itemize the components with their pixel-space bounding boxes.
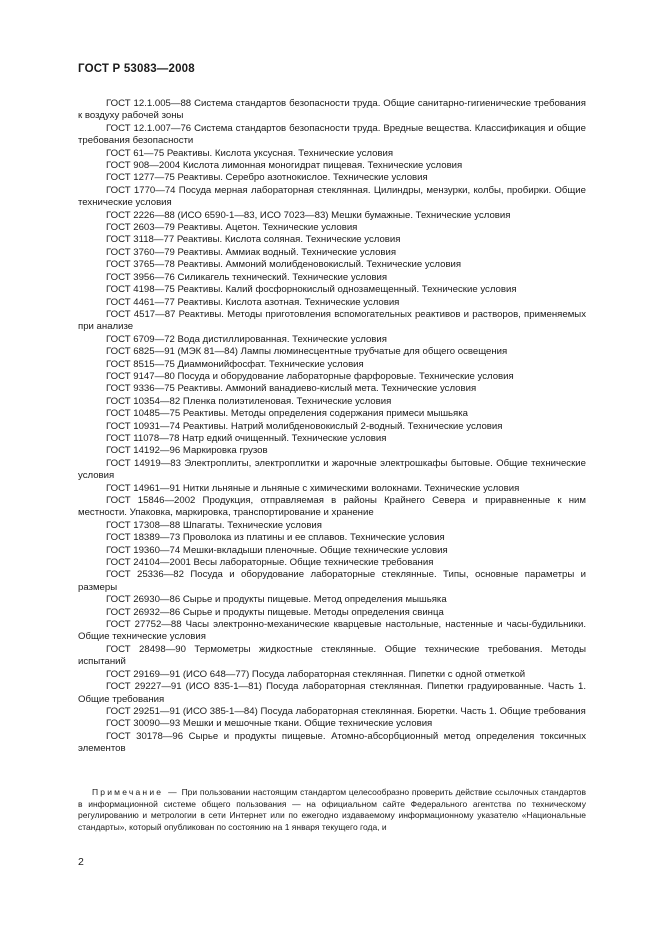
reference-item: ГОСТ 9336—75 Реактивы. Аммоний ванадиево-кислый мета. Технические условия [106, 383, 477, 395]
reference-item: ГОСТ 10354—82 Пленка полиэтиленовая. Технические условия [106, 395, 392, 407]
reference-item: ГОСТ 29169—91 (ИСО 648—77) Посуда лабораторная стеклянная. Пипетки с одной отметкой [106, 668, 526, 680]
reference-item: ГОСТ 3118—77 Реактивы. Кислота соляная. Технические условия [106, 234, 401, 246]
reference-item: ГОСТ 29251—91 (ИСО 385-1—84) Посуда лабораторная стеклянная. Бюретки. Часть 1. Общие требования [106, 705, 586, 717]
reference-item: ГОСТ 30178—96 Сырье и продукты пищевые. Атомно-абсорбционный метод определения токсичных элементов [78, 730, 586, 755]
reference-item: ГОСТ 1277—75 Реактивы. Серебро азотнокислое. Технические условия [106, 172, 428, 184]
reference-item: ГОСТ 26932—86 Сырье и продукты пищевые. Методы определения свинца [106, 606, 444, 618]
reference-item: ГОСТ 29227—91 (ИСО 835-1—81) Посуда лабораторная стеклянная. Пипетки градуированные. Часть 1. Общие требования [78, 681, 586, 705]
note-text: При пользовании настоящим стандартом целесообразно проверить действие ссылочных стандартов в информационной системе общего пользования — на официальном сайте Федерального агентства по техническому регулированию и метрологии в сети Интернет или по ежегодно издаваемому информационному указателю «Национальные стандарты», который опубликован по состоянию на 1 января текущего года, и [78, 787, 586, 832]
reference-item: ГОСТ 3765—78 Реактивы. Аммоний молибденовокислый. Технические условия [106, 259, 462, 271]
reference-item: ГОСТ 3956—76 Силикагель технический. Технические условия [106, 271, 388, 283]
reference-item: ГОСТ 14961—91 Нитки льняные и льняные с химическими волокнами. Технические условия [106, 482, 520, 494]
reference-item: ГОСТ 17308—88 Шпагаты. Технические условия [106, 519, 322, 531]
reference-item: ГОСТ 10931—74 Реактивы. Натрий молибденовокислый 2-водный. Технические условия [106, 420, 503, 432]
reference-item: ГОСТ 61—75 Реактивы. Кислота уксусная. Технические условия [106, 147, 394, 159]
reference-item: ГОСТ 908—2004 Кислота лимонная моногидрат пищевая. Технические условия [106, 160, 463, 172]
reference-item: ГОСТ 1770—74 Посуда мерная лабораторная стеклянная. Цилиндры, мензурки, колбы, пробирки. Общие технические условия [78, 184, 586, 209]
reference-item: ГОСТ 12.1.007—76 Система стандартов безопасности труда. Вредные вещества. Классификация и общие требования безопасности [78, 122, 586, 147]
note-label: Примечание — [92, 787, 179, 797]
reference-item: ГОСТ 27752—88 Часы электронно-механические кварцевые настольные, настенные и часы-будильники. Общие технические условия [78, 619, 586, 643]
reference-item: ГОСТ 6709—72 Вода дистиллированная. Технические условия [106, 333, 387, 345]
reference-item: ГОСТ 9147—80 Посуда и оборудование лабораторные фарфоровые. Технические условия [106, 370, 514, 382]
document-header: ГОСТ Р 53083—2008 [78, 63, 195, 75]
reference-item: ГОСТ 2226—88 (ИСО 6590-1—83, ИСО 7023—83) Мешки бумажные. Технические условия [106, 209, 511, 221]
reference-item: ГОСТ 4517—87 Реактивы. Методы приготовления вспомогательных реактивов и растворов, применяемых при анализе [78, 308, 586, 333]
reference-item: ГОСТ 2603—79 Реактивы. Ацетон. Технические условия [106, 222, 358, 234]
normative-references-list [78, 98, 586, 756]
reference-item: ГОСТ 24104—2001 Весы лабораторные. Общие технические требования [106, 557, 434, 569]
reference-item: ГОСТ 6825—91 (МЭК 81—84) Лампы люминесцентные трубчатые для общего освещения [106, 346, 508, 358]
reference-item: ГОСТ 28498—90 Термометры жидкостные стеклянные. Общие технические требования. Методы испытаний [78, 643, 586, 668]
reference-item: ГОСТ 12.1.005—88 Система стандартов безопасности труда. Общие санитарно-гигиенические требования к воздуху рабочей зоны [78, 98, 586, 122]
note-paragraph [78, 787, 586, 833]
reference-item: ГОСТ 30090—93 Мешки и мешочные ткани. Общие технические условия [106, 718, 433, 730]
reference-item: ГОСТ 11078—78 Натр едкий очищенный. Технические условия [106, 432, 387, 444]
reference-item: ГОСТ 4198—75 Реактивы. Калий фосфорнокислый однозамещенный. Технические условия [106, 284, 517, 296]
reference-item: ГОСТ 14919—83 Электроплиты, электроплитки и жарочные электрошкафы бытовые. Общие технические условия [78, 457, 586, 482]
reference-item: ГОСТ 18389—73 Проволока из платины и ее сплавов. Технические условия [106, 532, 445, 544]
reference-item: ГОСТ 10485—75 Реактивы. Методы определения содержания примеси мышьяка [106, 408, 468, 420]
reference-item: ГОСТ 15846—2002 Продукция, отправляемая в районы Крайнего Севера и приравненные к ним местности. Упаковка, маркировка, транспортирование и хранение [78, 495, 586, 519]
reference-item: ГОСТ 26930—86 Сырье и продукты пищевые. Метод определения мышьяка [106, 594, 447, 606]
reference-item: ГОСТ 25336—82 Посуда и оборудование лабораторные стеклянные. Типы, основные параметры и размеры [78, 569, 586, 593]
reference-item: ГОСТ 8515—75 Диаммонийфосфат. Технические условия [106, 358, 364, 370]
reference-item: ГОСТ 14192—96 Маркировка грузов [106, 445, 268, 457]
reference-item: ГОСТ 19360—74 Мешки-вкладыши пленочные. Общие технические условия [106, 544, 448, 556]
page-number: 2 [78, 856, 84, 868]
reference-item: ГОСТ 3760—79 Реактивы. Аммиак водный. Технические условия [106, 246, 397, 258]
reference-item: ГОСТ 4461—77 Реактивы. Кислота азотная. Технические условия [106, 296, 400, 308]
